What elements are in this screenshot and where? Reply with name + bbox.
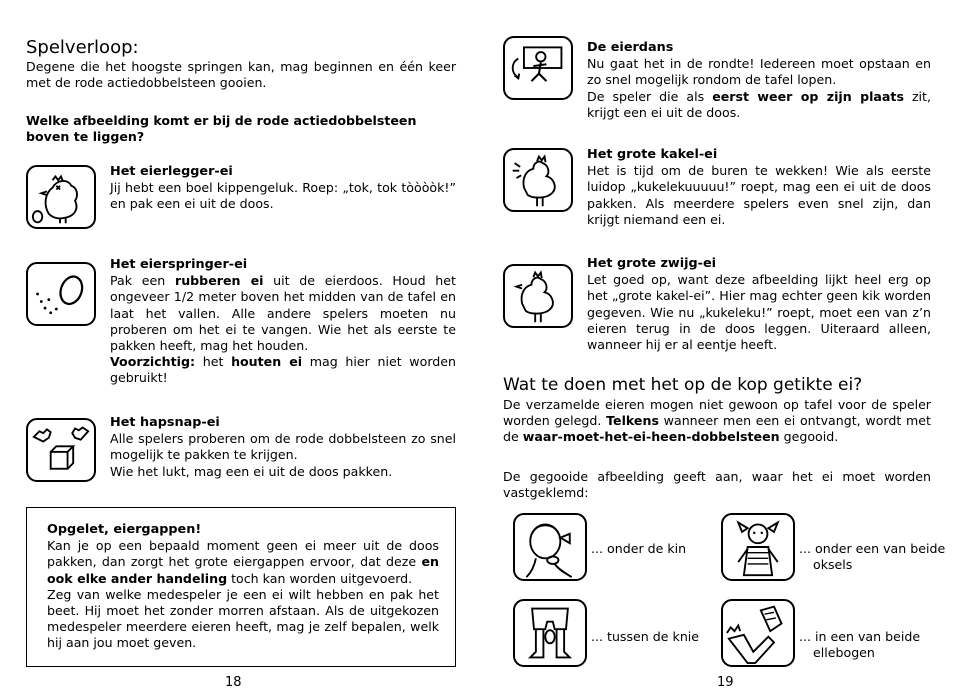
- item-body: [110, 273, 456, 354]
- text-fragment: De verzamelde eieren mogen niet gewoon op tafel voor de speler worden gelegd.: [503, 397, 931, 429]
- bold-fragment: en ook elke ander handeling: [47, 554, 439, 586]
- intro-text: Degene die het hoogste springen kan, mag beginnen en één keer met de rode actiedobbelsteen gooien.: [26, 59, 456, 91]
- box-body-2: Zeg van welke medespeler je een ei wilt hebben en pak het beet. Hij moet het zonder morren afstaan. Als de uitgekozen medespeler meerdere eieren heeft, mag je zelf bepalen, welk hij aan jou moet geven.: [47, 586, 439, 651]
- text-fragment: mag hier niet worden gebruikt!: [110, 354, 456, 386]
- item-body: Let goed op, want deze afbeelding lijkt heel erg op het „grote kakel-ei”. Hier mag echter geen kik worden gegeven. Wie nu „kukeleku!” roept, moet een van z’n eieren terug in de doos leggen. Uiteraard alleen, wanneer hij er al eentje heeft.: [587, 272, 931, 353]
- text-fragment: toch kan worden uitgevoerd.: [227, 570, 413, 586]
- caption-armpit: [799, 541, 945, 573]
- chin-icon: [513, 513, 587, 581]
- item-eierlegger: [110, 164, 456, 213]
- caption-line: oksels: [813, 557, 853, 573]
- item-title: Het hapsnap-ei: [110, 415, 220, 430]
- text-fragment: wanneer men een ei ontvangt, wordt met de: [503, 413, 931, 445]
- text-fragment: gegooid.: [779, 429, 839, 445]
- item-body: Alle spelers proberen om de rode dobbelsteen zo snel mogelijk te pakken te krijgen.: [110, 431, 456, 463]
- egg-heading: Wat te doen met het op de kop getikte ei?: [503, 375, 863, 395]
- item-title: Het grote zwijg-ei: [587, 256, 717, 271]
- item-eierspringer: [110, 257, 456, 387]
- bold-fragment: Telkens: [606, 413, 659, 429]
- bold-fragment: eerst weer op zijn plaats: [712, 88, 904, 104]
- caption-line: ... onder een van beide: [799, 541, 946, 556]
- warning-label: Voorzichtig:: [110, 354, 196, 370]
- text-fragment: Kan je op een bepaald moment geen ei meer uit de doos pakken, dan zorgt het grote eiergappen ervoor, dat deze: [47, 538, 439, 570]
- elbow-icon: [721, 599, 795, 667]
- item-body: Nu gaat het in de rondte! Iedereen moet opstaan en zo snel mogelijk rondom de tafel lopen.: [587, 56, 931, 88]
- item-title: Het eierlegger-ei: [110, 164, 233, 179]
- crowing-rooster-icon: [503, 148, 573, 212]
- running-person-icon: [503, 36, 573, 100]
- caption-knee: ... tussen de knie: [591, 629, 700, 644]
- item-body: Jij hebt een boel kippengeluk. Roep: „tok, tok tòòòòk!” en pak een ei uit de doos.: [110, 180, 456, 212]
- box-body: [47, 538, 439, 587]
- item-body: Het is tijd om de buren te wekken! Wie als eerste luidop „kukelekuuuuu!” roept, mag een ei uit de doos pakken. Als meerdere spelers even snel zijn, dan krijgt niemand een ei.: [587, 163, 931, 227]
- egg-stealing-box: [26, 507, 456, 667]
- egg-para-1: [503, 397, 931, 446]
- text-fragment: Pak een: [110, 273, 175, 289]
- item-body-2: [587, 89, 931, 121]
- item-title: Het eierspringer-ei: [110, 257, 248, 272]
- box-title: Opgelet, eiergappen!: [47, 522, 202, 537]
- bouncing-egg-icon: [26, 262, 96, 326]
- item-body-2: Wie het lukt, mag een ei uit de doos pakken.: [110, 463, 393, 479]
- text-fragment: uit de eierdoos. Houd het ongeveer 1/2 meter boven het midden van de tafel en laat het vallen. Alle andere spelers moeten nu proberen om het ei te vangen. Wie het als eerste te pakken heeft, mag het houden.: [110, 273, 456, 354]
- caption-elbow: [799, 629, 920, 661]
- caption-chin: ... onder de kin: [591, 541, 687, 556]
- text-fragment: zit, krijgt een ei uit de doos.: [587, 88, 931, 120]
- bold-fragment: waar-moet-het-ei-heen-dobbelsteen: [522, 429, 780, 445]
- text-fragment: het: [195, 354, 232, 370]
- text-fragment: De speler die als: [587, 88, 713, 104]
- egg-para-2: De gegooide afbeelding geeft aan, waar het ei moet worden vastgeklemd:: [503, 469, 931, 501]
- caption-line: ellebogen: [813, 645, 875, 661]
- item-title: Het grote kakel-ei: [587, 147, 718, 162]
- armpit-icon: [721, 513, 795, 581]
- question-text: Welke afbeelding komt er bij de rode actiedobbelsteen boven te liggen?: [26, 113, 417, 145]
- hen-laying-egg-icon: [26, 165, 96, 229]
- silent-rooster-icon: [503, 264, 573, 328]
- item-hapsnap: [110, 415, 456, 480]
- bold-fragment: rubberen ei: [174, 273, 264, 289]
- bold-fragment: houten ei: [231, 354, 303, 370]
- page-number: 19: [717, 675, 734, 690]
- item-eierdans: [587, 40, 931, 121]
- right-page: [477, 0, 954, 700]
- item-title: De eierdans: [587, 40, 674, 55]
- warning-text: [110, 354, 456, 386]
- knees-icon: [513, 599, 587, 667]
- item-zwijg: [587, 256, 931, 353]
- caption-line: ... in een van beide: [799, 629, 921, 644]
- item-kakel: [587, 147, 931, 228]
- spelverloop-heading: Spelverloop:: [26, 37, 139, 58]
- page-number: 18: [225, 675, 242, 690]
- grabbing-hands-dice-icon: [26, 418, 96, 482]
